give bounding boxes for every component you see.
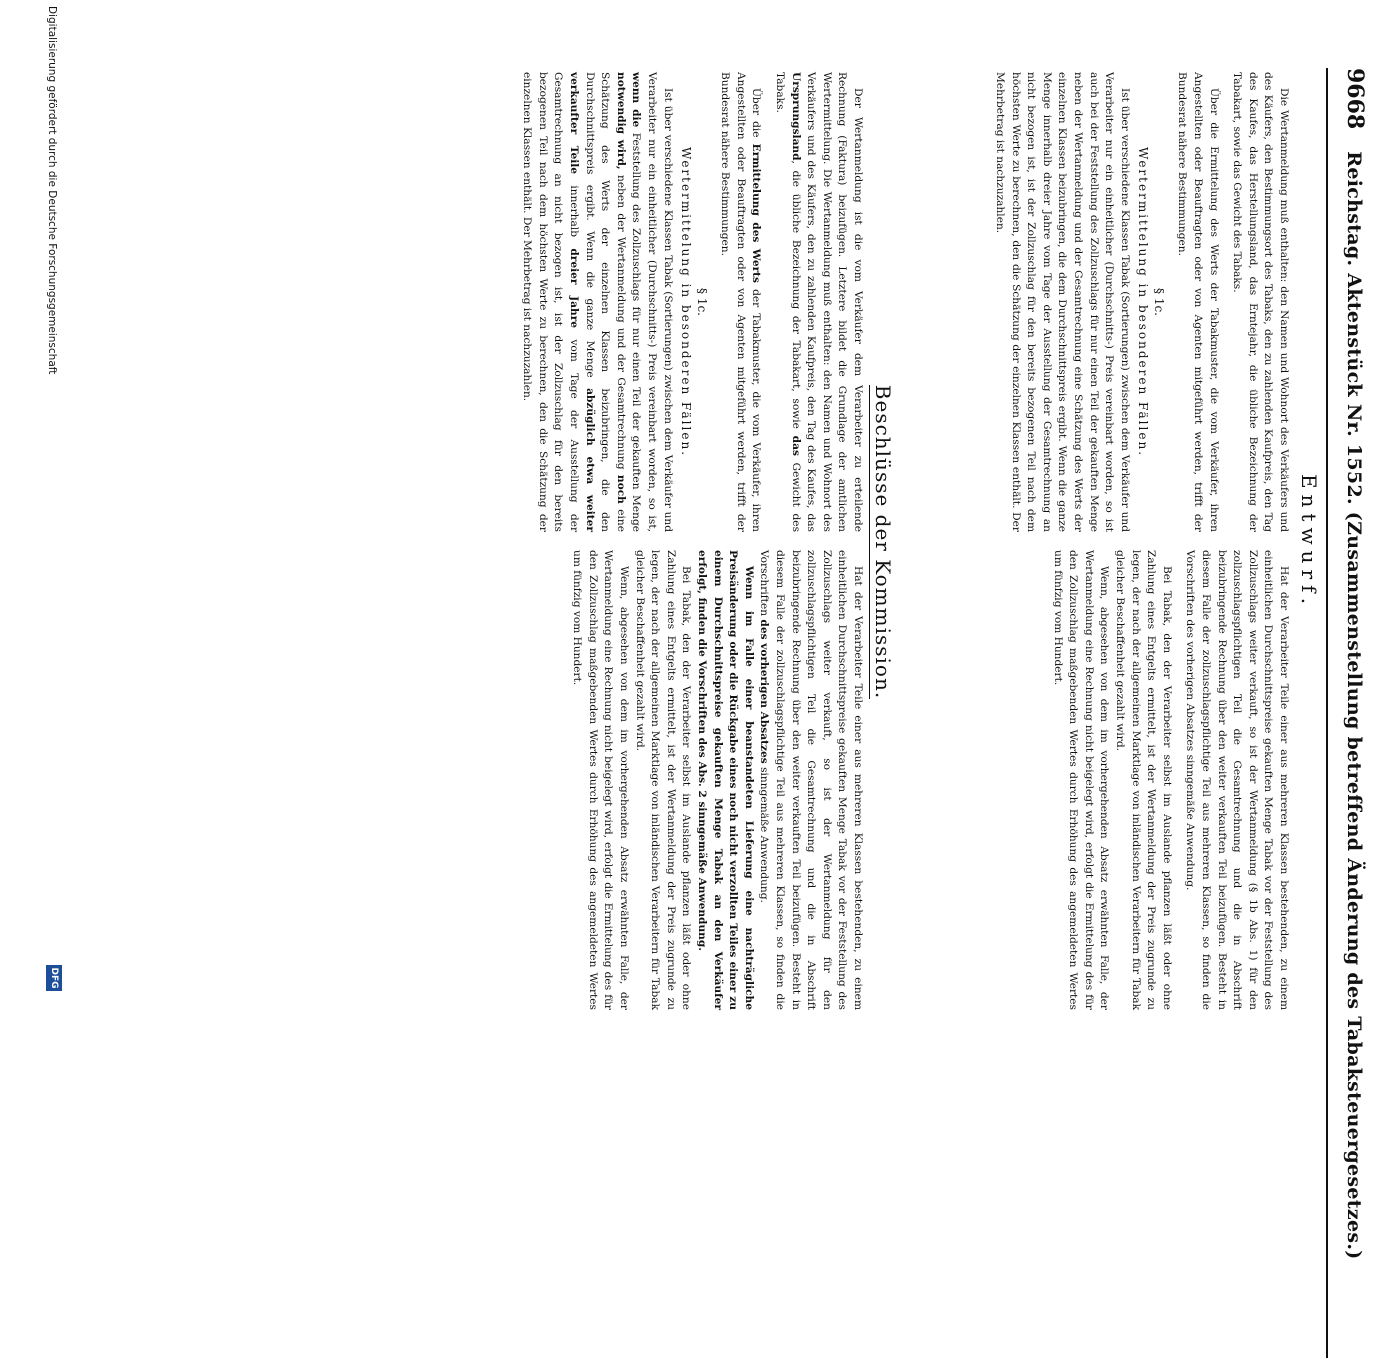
resolutions-p4-text: Hat der Verarbeiter Teile einer aus mehreren Klassen bestehenden, zu einem einheitlichen Durchschnittspreise gekauften Menge Tabak vor der Feststellung des Zollzuschlags weiter verkauft, so ist der Wertanmeldung für den zollzuschlagspflichtigen Teil die Gesamtrechnung und die in Abschrift beizubringende Rechnung über den weiter verkauften Teil beizufügen. Besteht in diesem Falle der zollzuschlagspflichtige Teil aus mehreren Klassen, so finden die Vorschriften: [758, 550, 864, 1010]
dfg-logo: DFG: [46, 965, 62, 991]
resolutions-section-number: § 1c.: [694, 288, 709, 316]
resolutions-section-title: Wertermittelung in besonderen Fällen.: [678, 146, 693, 458]
column-title-resolutions-text: Beschlüsse der Kommission.: [871, 384, 895, 700]
resolutions-paragraph-4: [756, 550, 865, 1010]
resolutions-p3-bold4: abzüglich etwa weiter verkaufter Teile: [568, 72, 596, 532]
draft-paragraph-4: Hat der Verarbeiter Teile einer aus mehreren Klassen bestehenden, zu einem einheitlichen Durchschnittspreise gekauften Menge Tabak vor der Feststellung des Zollzuschlags weiter verkauft, so ist der Wertanmeldung (§ 1b Abs. 1) für den zollzuschlagspflichtigen Teil die Gesamtrechnung und die in Abschrift beizubringende Rechnung über den weiter verkauften Teil beizufügen. Besteht in diesem Falle der zollzuschlagspflichtige Teil aus mehreren Klassen, so finden die Vorschriften des vorherigen Absatzes sinngemäße Anwendung.: [1184, 550, 1290, 1010]
resolutions-p1-end: Gewicht des Tabaks.: [774, 72, 802, 533]
column-title-draft: Entwurf.: [1297, 473, 1321, 611]
column-title-resolutions: [871, 72, 895, 1012]
footer-credit: Digitalisierung gefördert durch die Deutsche Forschungsgemeinschaft: [46, 6, 58, 375]
resolutions-paragraph-2: [717, 72, 764, 532]
resolutions-p3-b: Feststellung des Zollzuschlags für nur einen Teil der gekauften Menge: [630, 132, 643, 533]
draft-text-block-a: [992, 72, 1292, 532]
draft-section-title: Wertermittelung in besonderen Fällen.: [1135, 146, 1150, 458]
column-resolutions: [519, 72, 895, 1012]
draft-paragraph-2: Über die Ermittelung des Werts der Tabakmuster, die vom Verkäufer, ihren Angestellten oder Beauftragten oder von Agenten mitgeführt werden, trifft der Bundesrat nähere Bestimmungen.: [1176, 72, 1220, 532]
resolutions-p1-bold-origin: Ursprungsland: [789, 72, 802, 161]
resolutions-p5-bold: Wenn im Falle einer beanstandeten Lieferung eine nachträgliche Preisänderung oder die Rückgabe eines noch nicht verzollten Teiles einer zu einem Durchschnittspreise gekauften Menge Tabak an den Verkäufer erfolgt, finden die Vorschriften des Abs. 2 sinngemäße Anwendung.: [696, 550, 755, 1010]
resolutions-p2-bold: Ermittelung des Werts: [750, 143, 763, 284]
resolutions-p1-bold-das: das: [789, 435, 802, 456]
resolutions-p1-mid: , die übliche Bezeichnung der Tabakart, sowie: [789, 160, 802, 429]
page-header: [1326, 68, 1368, 1358]
resolutions-p1-text: Der Wertanmeldung ist die vom Verkäufer dem Verarbeiter zu erteilende Rechnung (Faktura) beizufügen. Letztere bildet die Grundlage der amtlichen Wertermittelung. Die Wertanmeldung muß enthalten: den Namen und Wohnort des Verkäufers und des Käufers, den zu zahlenden Kaufpreis, den Tag des Kaufes, das: [805, 72, 864, 532]
resolutions-p3-bold2: notwendig wird,: [614, 72, 627, 170]
resolutions-p4-end: sinngemäße Anwendung.: [758, 767, 771, 903]
resolutions-text-block-a: [519, 72, 865, 532]
resolutions-p3-c: neben der Wertanmeldung und der Gesamtrechnung: [614, 175, 627, 470]
draft-text-block-b: [992, 550, 1292, 1010]
resolutions-p4-bold: des vorherigen Absatzes: [758, 619, 771, 764]
page-number: 9668: [1342, 68, 1368, 130]
page-footer: [0, 0, 59, 1000]
resolutions-p3-bold1: wenn die: [630, 72, 643, 128]
resolutions-p2-post: der Tabakmuster, die vom Verkäufer, ihren Angestellten oder Beauftragten oder von Agenten mitgeführt werden, trifft der Bundesrat nähere Bestimmungen.: [719, 72, 763, 532]
resolutions-paragraph-1: [771, 72, 865, 532]
resolutions-p3-f: vom Tage der Ausstellung der Gesamtrechnung an nicht bezogen ist, ist der Zollzuschlag für den bereits bezogenen Teil nach dem höchsten Werte zu berechnen, den die Schätzung der einzelnen Klassen enthält. Der Mehrbetrag ist nachzuzahlen.: [521, 72, 581, 533]
resolutions-text-block-b: [519, 550, 865, 1010]
page-header-title: Reichstag. Aktenstück Nr. 1552. (Zusammenstellung betreffend Änderung des Tabaksteuergesetzes.): [1343, 151, 1365, 1260]
resolutions-p2-pre: Über die: [750, 88, 763, 138]
draft-paragraph-6: Wenn, abgesehen von dem im vorhergehenden Absatz erwähnten Falle, der Wertanmeldung eine Rechnung nicht beigelegt wird, erfolgt die Ermittelung des für den Zollzuschlag maßgebenden Wertes durch Erhöhung des angemeldeten Wertes um fünfzig vom Hundert.: [1051, 550, 1111, 1010]
draft-paragraph-3: Ist über verschiedene Klassen Tabak (Sortierungen) zwischen dem Verkäufer und Verarbeiter nur ein einheitlicher (Durchschnitts-) Preis vereinbart worden, so ist auch bei der Feststellung des Zollzuschlags für nur einen Teil der gekauften Menge neben der Wertanmeldung und der Gesamtrechnung eine Schätzung des Werts der einzelnen Klassen beizubringen, die dem Durchschnittspreis ergibt. Wenn die ganze Menge innerhalb dreier Jahre vom Tage der Ausstellung der Gesamtrechnung an nicht bezogen ist, ist der Zollzuschlag für den bereits bezogenen Teil nach dem höchsten Werte zu berechnen, den die Schätzung der einzelnen Klassen enthält. Der Mehrbetrag ist nachzuzahlen.: [994, 72, 1131, 532]
resolutions-p3-d: eine Schätzung des Werts der einzelnen Klassen beizubringen, die den Durchschnittspreis ergibt. Wenn die ganze Menge: [583, 72, 627, 533]
draft-section-number: § 1c.: [1151, 288, 1166, 316]
resolutions-paragraph-7: Wenn, abgesehen von dem im vorhergehenden Absatz erwähnten Falle, der Wertanmeldung eine Rechnung nicht beigelegt wird, erfolgt die Ermittelung des für den Zollzuschlag maßgebenden Wertes durch Erhöhung des angemeldeten Wertes um fünfzig vom Hundert.: [571, 550, 631, 1010]
resolutions-p3-bold3: noch: [614, 474, 627, 504]
resolutions-paragraph-5: [693, 550, 755, 1010]
resolutions-paragraph-3: [519, 72, 675, 532]
draft-paragraph-1: Die Wertanmeldung muß enthalten: den Namen und Wohnort des Verkäufers und des Käufers, den Bestimmungsort des Tabaks, den zu zahlenden Kaufpreis, den Tag des Kaufes, das Herstellungsland, das Erntejahr, die übliche Bezeichnung der Tabakart, sowie das Gewicht des Tabaks.: [1231, 72, 1290, 532]
resolutions-p3-bold5: dreier Jahre: [568, 248, 581, 329]
column-draft: [992, 72, 1322, 1012]
resolutions-p3-a: Ist über verschiedene Klassen Tabak (Sortierungen) zwischen dem Verkäufer und Verarbeiter nur ein einheitlicher (Durchschnitts-) Preis vereinbart worden, so ist,: [646, 72, 674, 532]
resolutions-paragraph-6: Bei Tabak, den der Verarbeiter selbst im Auslande pflanzen läßt oder ohne Zahlung eines Entgelts ermittelt, ist der Wertanmeldung der Preis zugrunde zu legen, der nach der allgemeinen Marktlage von inländischen Verarbeitern für Tabak gleicher Beschaffenheit gezahlt wird.: [633, 550, 693, 1010]
draft-paragraph-5: Bei Tabak, den der Verarbeiter selbst im Auslande pflanzen läßt oder ohne Zahlung eines Entgelts ermittelt, ist der Wertanmeldung der Preis zugrunde zu legen, der nach der allgemeinen Marktlage von inländischen Verarbeitern für Tabak gleicher Beschaffenheit gezahlt wird.: [1114, 550, 1173, 1010]
resolutions-p3-e: innerhalb: [568, 185, 581, 238]
